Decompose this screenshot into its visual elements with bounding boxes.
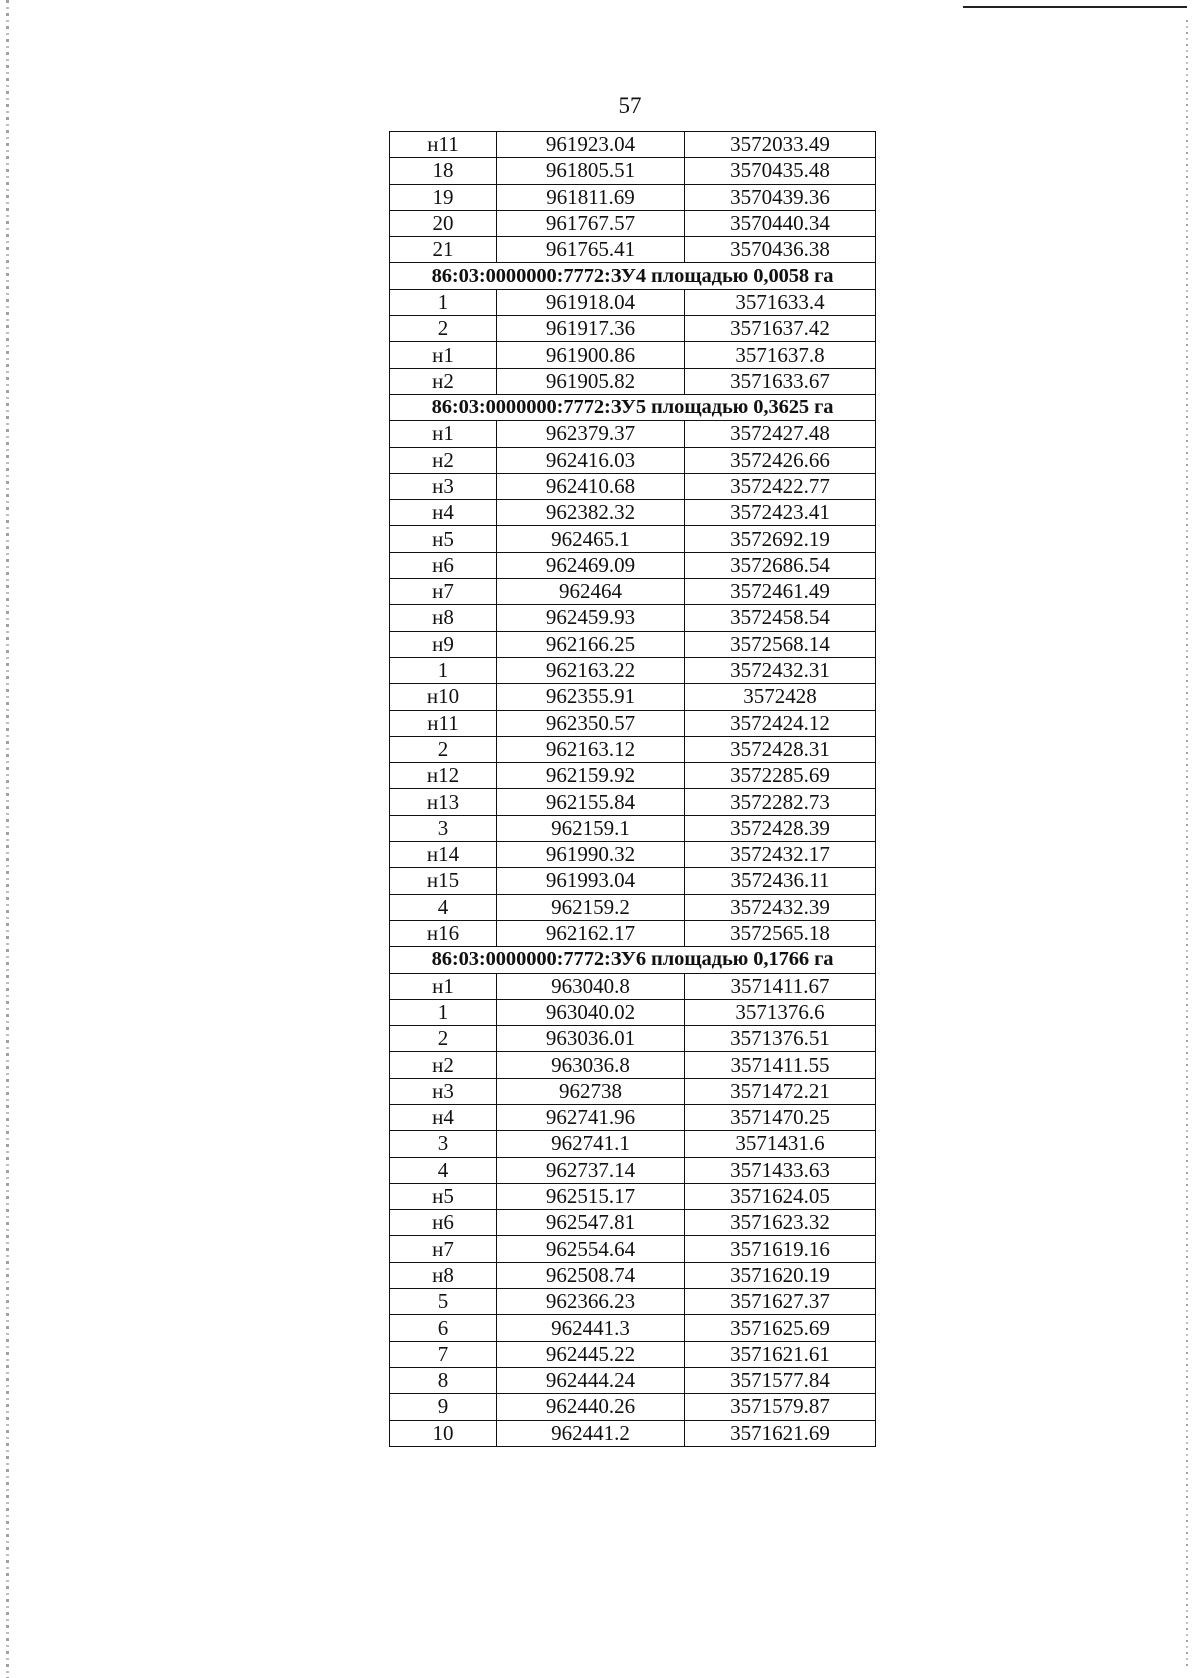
- y-coordinate-cell: 3571577.84: [685, 1367, 876, 1393]
- y-coordinate-cell: 3572432.39: [685, 894, 876, 920]
- point-label-cell: 3: [390, 1131, 497, 1157]
- y-coordinate-cell: 3571470.25: [685, 1104, 876, 1130]
- table-row: [390, 1052, 876, 1078]
- y-coordinate-cell: 3572428.31: [685, 736, 876, 762]
- x-coordinate-cell: 962737.14: [497, 1157, 685, 1183]
- table-row: [390, 289, 876, 315]
- x-coordinate-cell: 962738: [497, 1078, 685, 1104]
- point-label-cell: н10: [390, 684, 497, 710]
- x-coordinate-cell: 962155.84: [497, 789, 685, 815]
- point-label-cell: н1: [390, 421, 497, 447]
- section-title: 86:03:0000000:7772:ЗУ5 площадью 0,3625 га: [390, 394, 876, 420]
- coordinates-table: [389, 131, 876, 1447]
- point-label-cell: н16: [390, 920, 497, 946]
- table-row: [390, 1315, 876, 1341]
- y-coordinate-cell: 3572422.77: [685, 473, 876, 499]
- point-label-cell: н14: [390, 842, 497, 868]
- x-coordinate-cell: 962159.2: [497, 894, 685, 920]
- x-coordinate-cell: 961811.69: [497, 184, 685, 210]
- x-coordinate-cell: 962441.3: [497, 1315, 685, 1341]
- table-row: [390, 1210, 876, 1236]
- x-coordinate-cell: 962410.68: [497, 473, 685, 499]
- table-row: [390, 500, 876, 526]
- table-row: [390, 657, 876, 683]
- point-label-cell: 3: [390, 815, 497, 841]
- header-rule: [963, 6, 1187, 8]
- x-coordinate-cell: 962162.17: [497, 920, 685, 946]
- table-row: [390, 920, 876, 946]
- table-row: [390, 579, 876, 605]
- table-row: [390, 447, 876, 473]
- x-coordinate-cell: 962366.23: [497, 1289, 685, 1315]
- table-row: [390, 999, 876, 1025]
- point-label-cell: н4: [390, 1104, 497, 1130]
- y-coordinate-cell: 3571472.21: [685, 1078, 876, 1104]
- table-row: [390, 210, 876, 236]
- y-coordinate-cell: 3570439.36: [685, 184, 876, 210]
- page-number: 57: [618, 93, 642, 118]
- x-coordinate-cell: 961900.86: [497, 342, 685, 368]
- y-coordinate-cell: 3571431.6: [685, 1131, 876, 1157]
- y-coordinate-cell: 3572461.49: [685, 579, 876, 605]
- table-row: [390, 736, 876, 762]
- x-coordinate-cell: 962379.37: [497, 421, 685, 447]
- point-label-cell: 2: [390, 1026, 497, 1052]
- x-coordinate-cell: 962741.1: [497, 1131, 685, 1157]
- point-label-cell: н8: [390, 605, 497, 631]
- y-coordinate-cell: 3571620.19: [685, 1262, 876, 1288]
- y-coordinate-cell: 3571624.05: [685, 1183, 876, 1209]
- table-row: [390, 1157, 876, 1183]
- table-row: [390, 473, 876, 499]
- coordinates-table-body: [390, 132, 876, 1447]
- table-row: [390, 237, 876, 263]
- y-coordinate-cell: 3572432.31: [685, 657, 876, 683]
- point-label-cell: н8: [390, 1262, 497, 1288]
- point-label-cell: н6: [390, 552, 497, 578]
- x-coordinate-cell: 962166.25: [497, 631, 685, 657]
- x-coordinate-cell: 962441.2: [497, 1420, 685, 1446]
- point-label-cell: 19: [390, 184, 497, 210]
- point-label-cell: н6: [390, 1210, 497, 1236]
- y-coordinate-cell: 3571633.4: [685, 289, 876, 315]
- y-coordinate-cell: 3571579.87: [685, 1394, 876, 1420]
- point-label-cell: 9: [390, 1394, 497, 1420]
- y-coordinate-cell: 3570436.38: [685, 237, 876, 263]
- table-row: [390, 815, 876, 841]
- table-row: [390, 526, 876, 552]
- table-row: [390, 1078, 876, 1104]
- table-row: [390, 1262, 876, 1288]
- point-label-cell: 5: [390, 1289, 497, 1315]
- point-label-cell: 1: [390, 657, 497, 683]
- table-row: [390, 1236, 876, 1262]
- x-coordinate-cell: 962469.09: [497, 552, 685, 578]
- point-label-cell: н15: [390, 868, 497, 894]
- point-label-cell: 21: [390, 237, 497, 263]
- point-label-cell: н13: [390, 789, 497, 815]
- y-coordinate-cell: 3572428.39: [685, 815, 876, 841]
- section-header-row: [390, 394, 876, 420]
- y-coordinate-cell: 3572282.73: [685, 789, 876, 815]
- point-label-cell: 7: [390, 1341, 497, 1367]
- y-coordinate-cell: 3572436.11: [685, 868, 876, 894]
- point-label-cell: н7: [390, 579, 497, 605]
- scan-edge-left: [6, 0, 9, 1678]
- scan-edge-right: [1186, 20, 1188, 1670]
- point-label-cell: 8: [390, 1367, 497, 1393]
- x-coordinate-cell: 962508.74: [497, 1262, 685, 1288]
- y-coordinate-cell: 3572426.66: [685, 447, 876, 473]
- x-coordinate-cell: 962159.92: [497, 763, 685, 789]
- point-label-cell: 2: [390, 316, 497, 342]
- y-coordinate-cell: 3572285.69: [685, 763, 876, 789]
- x-coordinate-cell: 962459.93: [497, 605, 685, 631]
- y-coordinate-cell: 3572424.12: [685, 710, 876, 736]
- y-coordinate-cell: 3571621.61: [685, 1341, 876, 1367]
- point-label-cell: 4: [390, 1157, 497, 1183]
- table-row: [390, 789, 876, 815]
- y-coordinate-cell: 3571637.42: [685, 316, 876, 342]
- table-row: [390, 763, 876, 789]
- table-row: [390, 1394, 876, 1420]
- x-coordinate-cell: 961765.41: [497, 237, 685, 263]
- y-coordinate-cell: 3571627.37: [685, 1289, 876, 1315]
- point-label-cell: н12: [390, 763, 497, 789]
- table-row: [390, 1026, 876, 1052]
- table-row: [390, 158, 876, 184]
- y-coordinate-cell: 3571433.63: [685, 1157, 876, 1183]
- point-label-cell: 20: [390, 210, 497, 236]
- y-coordinate-cell: 3571621.69: [685, 1420, 876, 1446]
- point-label-cell: н1: [390, 342, 497, 368]
- x-coordinate-cell: 962440.26: [497, 1394, 685, 1420]
- x-coordinate-cell: 962741.96: [497, 1104, 685, 1130]
- table-row: [390, 1104, 876, 1130]
- point-label-cell: н3: [390, 1078, 497, 1104]
- x-coordinate-cell: 961923.04: [497, 132, 685, 158]
- x-coordinate-cell: 962163.12: [497, 736, 685, 762]
- table-row: [390, 1131, 876, 1157]
- x-coordinate-cell: 961918.04: [497, 289, 685, 315]
- y-coordinate-cell: 3571619.16: [685, 1236, 876, 1262]
- point-label-cell: 18: [390, 158, 497, 184]
- x-coordinate-cell: 962444.24: [497, 1367, 685, 1393]
- x-coordinate-cell: 963036.8: [497, 1052, 685, 1078]
- point-label-cell: н2: [390, 1052, 497, 1078]
- table-row: [390, 842, 876, 868]
- x-coordinate-cell: 962445.22: [497, 1341, 685, 1367]
- x-coordinate-cell: 961917.36: [497, 316, 685, 342]
- table-row: [390, 710, 876, 736]
- table-row: [390, 316, 876, 342]
- x-coordinate-cell: 961993.04: [497, 868, 685, 894]
- y-coordinate-cell: 3572458.54: [685, 605, 876, 631]
- x-coordinate-cell: 962382.32: [497, 500, 685, 526]
- point-label-cell: н5: [390, 1183, 497, 1209]
- y-coordinate-cell: 3572432.17: [685, 842, 876, 868]
- y-coordinate-cell: 3571411.55: [685, 1052, 876, 1078]
- table-row: [390, 342, 876, 368]
- x-coordinate-cell: 963036.01: [497, 1026, 685, 1052]
- y-coordinate-cell: 3570435.48: [685, 158, 876, 184]
- y-coordinate-cell: 3572692.19: [685, 526, 876, 552]
- y-coordinate-cell: 3571411.67: [685, 973, 876, 999]
- table-row: [390, 421, 876, 447]
- table-row: [390, 631, 876, 657]
- y-coordinate-cell: 3572686.54: [685, 552, 876, 578]
- x-coordinate-cell: 962416.03: [497, 447, 685, 473]
- table-row: [390, 605, 876, 631]
- y-coordinate-cell: 3572568.14: [685, 631, 876, 657]
- y-coordinate-cell: 3572033.49: [685, 132, 876, 158]
- x-coordinate-cell: 963040.02: [497, 999, 685, 1025]
- point-label-cell: 2: [390, 736, 497, 762]
- x-coordinate-cell: 962355.91: [497, 684, 685, 710]
- point-label-cell: н4: [390, 500, 497, 526]
- y-coordinate-cell: 3571376.51: [685, 1026, 876, 1052]
- table-row: [390, 868, 876, 894]
- table-row: [390, 973, 876, 999]
- point-label-cell: 6: [390, 1315, 497, 1341]
- section-header-row: [390, 263, 876, 289]
- x-coordinate-cell: 962515.17: [497, 1183, 685, 1209]
- point-label-cell: н5: [390, 526, 497, 552]
- x-coordinate-cell: 962465.1: [497, 526, 685, 552]
- table-row: [390, 1420, 876, 1446]
- table-row: [390, 894, 876, 920]
- table-row: [390, 368, 876, 394]
- point-label-cell: н2: [390, 368, 497, 394]
- y-coordinate-cell: 3571623.32: [685, 1210, 876, 1236]
- x-coordinate-cell: 961990.32: [497, 842, 685, 868]
- point-label-cell: н11: [390, 710, 497, 736]
- table-row: [390, 684, 876, 710]
- x-coordinate-cell: 962464: [497, 579, 685, 605]
- x-coordinate-cell: 961905.82: [497, 368, 685, 394]
- x-coordinate-cell: 962163.22: [497, 657, 685, 683]
- y-coordinate-cell: 3571376.6: [685, 999, 876, 1025]
- section-title: 86:03:0000000:7772:ЗУ6 площадью 0,1766 га: [390, 947, 876, 973]
- point-label-cell: н1: [390, 973, 497, 999]
- y-coordinate-cell: 3572427.48: [685, 421, 876, 447]
- y-coordinate-cell: 3572423.41: [685, 500, 876, 526]
- table-row: [390, 1183, 876, 1209]
- x-coordinate-cell: 963040.8: [497, 973, 685, 999]
- table-row: [390, 1289, 876, 1315]
- section-title: 86:03:0000000:7772:ЗУ4 площадью 0,0058 га: [390, 263, 876, 289]
- y-coordinate-cell: 3570440.34: [685, 210, 876, 236]
- point-label-cell: н3: [390, 473, 497, 499]
- point-label-cell: н2: [390, 447, 497, 473]
- x-coordinate-cell: 962350.57: [497, 710, 685, 736]
- point-label-cell: 1: [390, 289, 497, 315]
- point-label-cell: 1: [390, 999, 497, 1025]
- x-coordinate-cell: 961805.51: [497, 158, 685, 184]
- y-coordinate-cell: 3572428: [685, 684, 876, 710]
- y-coordinate-cell: 3571637.8: [685, 342, 876, 368]
- point-label-cell: н11: [390, 132, 497, 158]
- x-coordinate-cell: 962159.1: [497, 815, 685, 841]
- point-label-cell: н7: [390, 1236, 497, 1262]
- point-label-cell: 10: [390, 1420, 497, 1446]
- table-row: [390, 1367, 876, 1393]
- y-coordinate-cell: 3572565.18: [685, 920, 876, 946]
- table-row: [390, 1341, 876, 1367]
- x-coordinate-cell: 962554.64: [497, 1236, 685, 1262]
- table-row: [390, 132, 876, 158]
- table-row: [390, 552, 876, 578]
- table-row: [390, 184, 876, 210]
- y-coordinate-cell: 3571633.67: [685, 368, 876, 394]
- point-label-cell: н9: [390, 631, 497, 657]
- y-coordinate-cell: 3571625.69: [685, 1315, 876, 1341]
- point-label-cell: 4: [390, 894, 497, 920]
- section-header-row: [390, 947, 876, 973]
- x-coordinate-cell: 961767.57: [497, 210, 685, 236]
- x-coordinate-cell: 962547.81: [497, 1210, 685, 1236]
